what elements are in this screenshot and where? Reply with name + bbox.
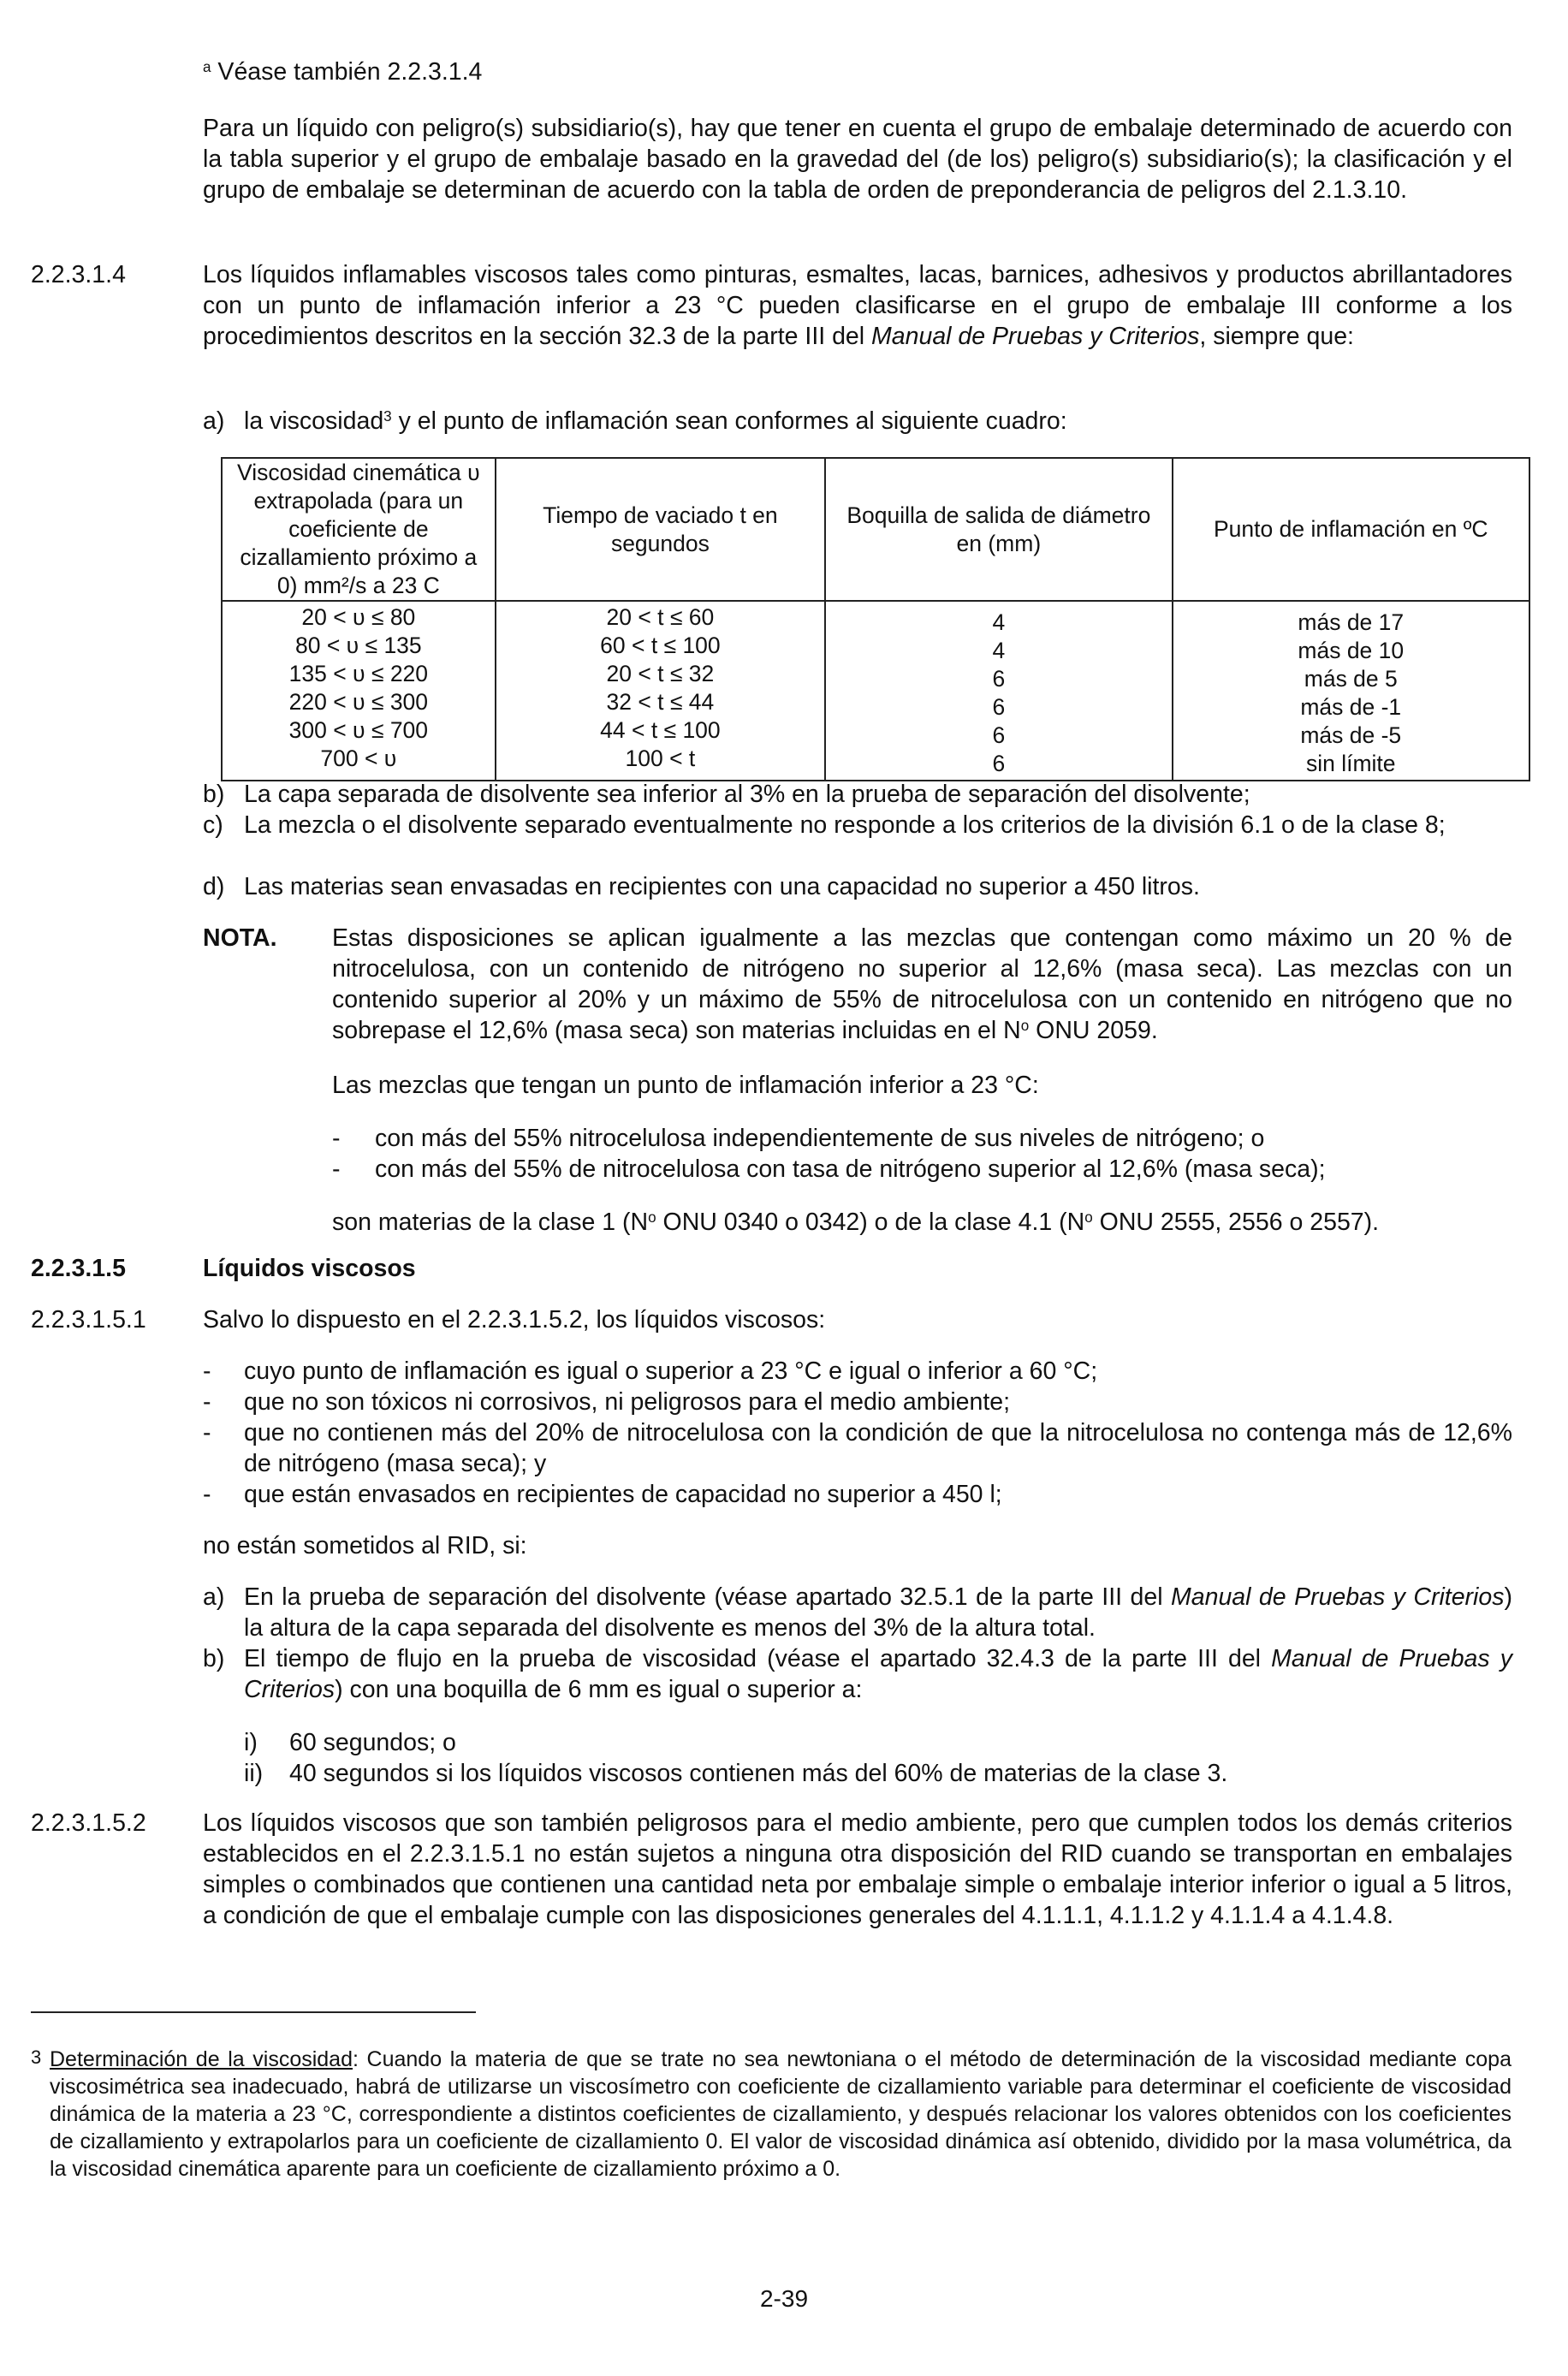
subitem-ii-text: 40 segundos si los líquidos viscosos contienen más del 60% de materias de la clase 3.: [289, 1760, 1228, 1787]
footnote-rule: [31, 2011, 476, 2013]
condition-b-label: b): [203, 1645, 225, 1672]
item-d-label: d): [203, 873, 225, 900]
footnote-text: Determinación de la viscosidad: Cuando la materia de que se trate no sea newtoniana o el método de determinación de la viscosidad mediante copa viscosimétrica sea inadecuado, habrá de utilizarse un viscosímetro con coeficiente de cizallamiento variable para determinar el coeficiente de viscosidad dinámica de la materia a 23 °C, correspondiente a distintos coeficientes de cizallamiento, y después relacionar los valores obtenidos con los coeficientes de cizallamiento y extrapolarlos para un coeficiente de cizallamiento 0. El valor de viscosidad dinámica así obtenido, dividido por la masa volumétrica, da la viscosidad cinemática aparente para un coeficiente de cizallamiento próximo a 0.: [50, 2047, 1512, 2181]
footnote-number: 3: [31, 2046, 42, 2068]
item-b-label: b): [203, 781, 225, 808]
section-number-2231-4: 2.2.3.1.4: [31, 261, 126, 288]
list-item: cuyo punto de inflamación es igual o superior a 23 °C e igual o inferior a 60 °C;: [244, 1357, 1098, 1385]
subitem-i-text: 60 segundos; o: [289, 1729, 456, 1756]
list-item: que no contienen más del 20% de nitrocelulosa con la condición de que la nitrocelulosa no contenga más de 12,6% de nitrógeno (masa seca); y: [244, 1419, 1512, 1477]
item-d-text: Las materias sean envasadas en recipientes con una capacidad no superior a 450 litros.: [244, 873, 1200, 900]
condition-a-label: a): [203, 1583, 225, 1611]
item-c-label: c): [203, 811, 223, 839]
list-dash: -: [203, 1419, 211, 1446]
table-footnote-a: $^a$ Véase también 2.2.3.1.4: [203, 58, 483, 86]
list-dash: -: [203, 1388, 211, 1416]
table-row: [222, 601, 1529, 781]
note-paragraph-3: son materias de la clase 1 ($N^o$ ONU 0340 o 0342) o de la clase 4.1 ($N^o$ ONU 2555, 2556 o 2557).: [332, 1209, 1380, 1236]
nozzle-column: 4 4 6 6 6 6: [825, 601, 1172, 781]
note-dash: -: [332, 1125, 341, 1152]
table-header-row: [222, 458, 1529, 601]
condition-a-text: En la prueba de separación del disolvente (véase apartado 32.5.1 de la parte III del Manual de Pruebas y Criterios) la altura de la capa separada del disolvente es menos del 3% de la altura total.: [244, 1583, 1512, 1642]
header-nozzle: Boquilla de salida de diámetro en (mm): [825, 458, 1172, 601]
list-dash: -: [203, 1357, 211, 1385]
item-b-text: La capa separada de disolvente sea inferior al 3% en la prueba de separación del disolvente;: [244, 781, 1250, 808]
item-a-label: a): [203, 407, 225, 435]
section-2231-51-intro: Salvo lo dispuesto en el 2.2.3.1.5.2, los líquidos viscosos:: [203, 1306, 826, 1334]
note-dash-item-2: con más del 55% de nitrocelulosa con tasa de nitrógeno superior al 12,6% (masa seca);: [375, 1155, 1326, 1183]
section-number-2231-52: 2.2.3.1.5.2: [31, 1809, 146, 1837]
list-dash: -: [203, 1481, 211, 1508]
item-a-text: la viscosidad$^3$ y el punto de inflamación sean conformes al siguiente cuadro:: [244, 407, 1067, 435]
subitem-i-label: i): [244, 1729, 258, 1756]
intro-paragraph: Para un líquido con peligro(s) subsidiario(s), hay que tener en cuenta el grupo de embalaje determinado de acuerdo con la tabla superior y el grupo de embalaje basado en la gravedad del (de los) peligro(s) subsidiario(s); la clasificación y el grupo de embalaje se determinan de acuerdo con la tabla de orden de preponderancia de peligros del 2.1.3.10.: [203, 115, 1512, 204]
note-dash: -: [332, 1155, 341, 1183]
viscosity-column: 20 < υ ≤ 80 80 < υ ≤ 135 135 < υ ≤ 220 220 < υ ≤ 300 300 < υ ≤ 700 700 < υ: [222, 601, 496, 781]
subitem-ii-label: ii): [244, 1760, 264, 1787]
page-number: 2-39: [759, 2285, 809, 2312]
section-title-viscous-liquids: Líquidos viscosos: [203, 1255, 416, 1282]
section-2231-4-text: Los líquidos inflamables viscosos tales como pinturas, esmaltes, lacas, barnices, adhesivos y productos abrillantadores con un punto de inflamación inferior a 23 °C pueden clasificarse en el grupo de embalaje III conforme a los procedimientos descritos en la sección 32.3 de la parte III del Manual de Pruebas y Criterios, siempre que:: [203, 261, 1512, 350]
flashpoint-column: más de 17 más de 10 más de 5 más de -1 más de -5 sin límite: [1173, 601, 1529, 781]
note-label: NOTA.: [203, 924, 277, 952]
section-number-2231-51: 2.2.3.1.5.1: [31, 1306, 146, 1334]
section-2231-52-text: Los líquidos viscosos que son también peligrosos para el medio ambiente, pero que cumplen todos los demás criterios establecidos en el 2.2.3.1.5.1 no están sujetos a ninguna otra disposición del RID cuando se transportan en embalajes simples o combinados que contienen una cantidad neta por embalaje simple o embalaje interior inferior o igual a 5 litros, a condición de que el embalaje cumple con las disposiciones generales del 4.1.1.1, 4.1.1.2 y 4.1.1.4 a 4.1.4.8.: [203, 1809, 1512, 1929]
list-item: que están envasados en recipientes de capacidad no superior a 450 l;: [244, 1481, 1002, 1508]
not-subject-line: no están sometidos al RID, si:: [203, 1532, 527, 1559]
note-paragraph-1: Estas disposiciones se aplican igualmente a las mezclas que contengan como máximo un 20 % de nitrocelulosa, con un contenido de nitrógeno no superior al 12,6% (masa seca). Las mezclas con un contenido superior al 20% y un máximo de 55% de nitrocelulosa con un contenido en nitrógeno que no sobrepase el 12,6% (masa seca) son materias incluidas en el $N^o$ ONU 2059.: [332, 924, 1512, 1044]
list-item: que no son tóxicos ni corrosivos, ni peligrosos para el medio ambiente;: [244, 1388, 1011, 1416]
condition-b-text: El tiempo de flujo en la prueba de viscosidad (véase el apartado 32.4.3 de la parte III del Manual de Pruebas y Criterios) con una boquilla de 6 mm es igual o superior a:: [244, 1645, 1512, 1703]
note-paragraph-2: Las mezclas que tengan un punto de inflamación inferior a 23 °C:: [332, 1072, 1039, 1099]
note-dash-item-1: con más del 55% nitrocelulosa independientemente de sus niveles de nitrógeno; o: [375, 1125, 1265, 1152]
header-viscosity: Viscosidad cinemática υ extrapolada (para un coeficiente de cizallamiento próximo a 0) mm²/s a 23 C: [222, 458, 496, 601]
viscosity-table: [221, 457, 1530, 781]
header-time: Tiempo de vaciado t en segundos: [496, 458, 825, 601]
section-number-2231-5: 2.2.3.1.5: [31, 1255, 126, 1282]
time-column: 20 < t ≤ 60 60 < t ≤ 100 20 < t ≤ 32 32 < t ≤ 44 44 < t ≤ 100 100 < t: [496, 601, 825, 781]
item-c-text: La mezcla o el disolvente separado eventualmente no responde a los criterios de la división 6.1 o de la clase 8;: [244, 811, 1446, 839]
header-flashpoint: Punto de inflamación en ºC: [1173, 458, 1529, 601]
